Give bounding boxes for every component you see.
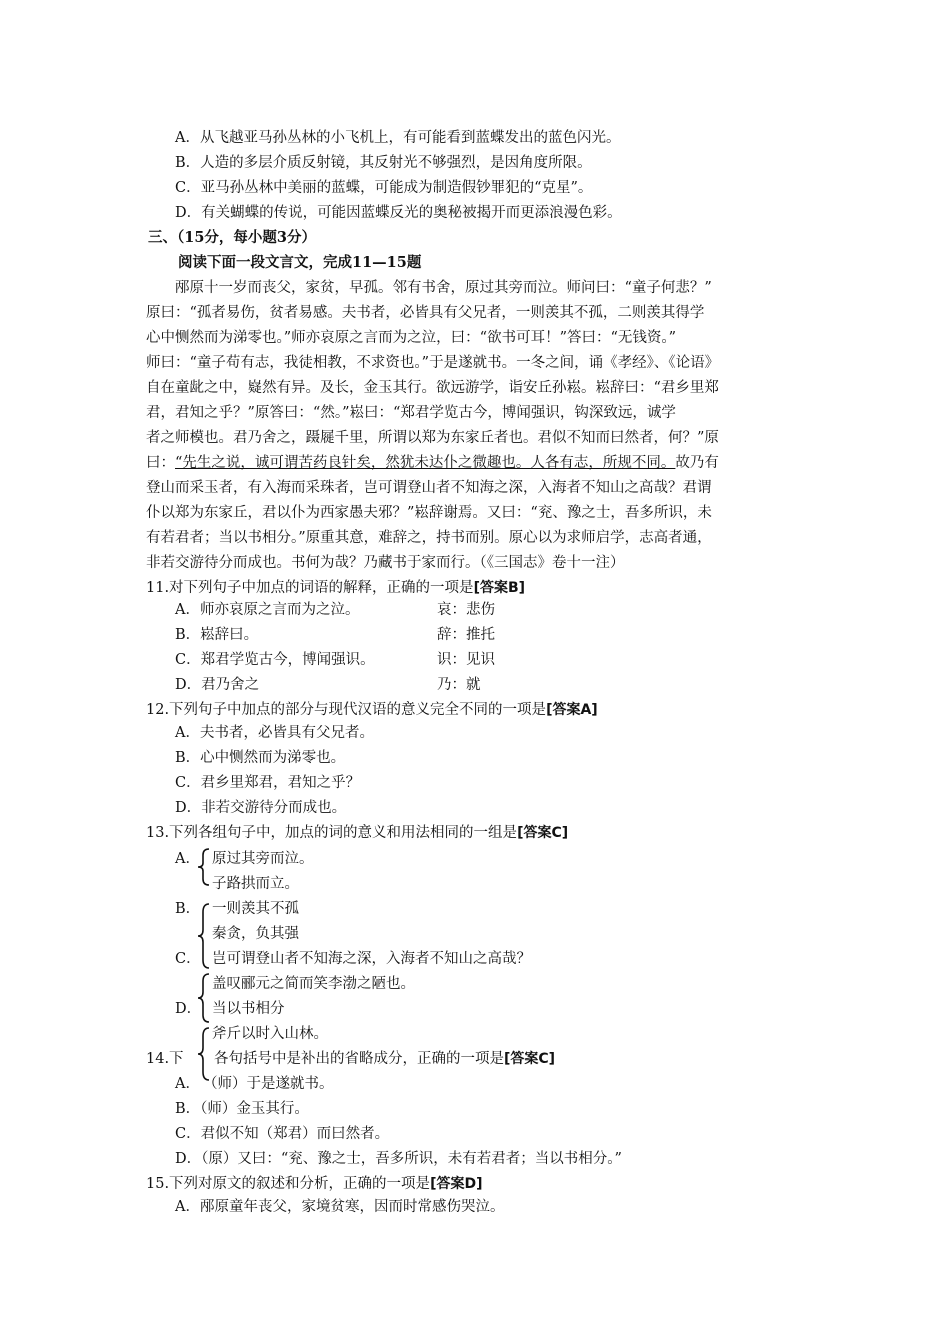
passage-line-8-prefix: 曰：: [146, 455, 175, 471]
q11-answer: [答案B]: [473, 580, 526, 596]
q13-c2: 盖叹郦元之简而笑李渤之陋也。: [212, 976, 415, 992]
q13-c1: 岂可谓登山者不知海之深，入海者不知山之高哉？: [212, 951, 531, 967]
q11-gloss-b: 辞：推托: [437, 627, 495, 643]
q15-option-a: A．邴原童年丧父，家境贫寒，因而时常感伤哭泣。: [175, 1199, 505, 1215]
q13-b2: 秦贪，负其强: [212, 926, 299, 942]
q14-stem-text: 各句括号中是补出的省略成分，正确的一项是: [214, 1051, 504, 1067]
q11-option-d: D．君乃舍之: [175, 677, 260, 693]
q15-stem-text: 15.下列对原文的叙述和分析，正确的一项是: [146, 1176, 431, 1192]
q13-label-d: D．: [175, 1001, 202, 1017]
q12-option-b: B．心中恻然而为涕零也。: [175, 750, 346, 766]
underlined-quote: “先生之说，诚可谓苦药良针矣，然犹未达仆之微趣也。人各有志，所规不同。: [175, 455, 676, 471]
q12-option-d: D．非若交游待分而成也。: [175, 800, 347, 816]
passage-line-8-suffix: 故乃有: [675, 455, 719, 471]
brace-d-icon: [196, 972, 212, 1024]
q14-answer: [答案C]: [504, 1051, 556, 1067]
passage-line-5: 自在童龀之中，嶷然有异。及长，金玉其行。欲远游学，诣安丘孙崧。崧辞曰：“君乡里郑: [146, 380, 719, 396]
q14-option-b: B．（师）金玉其行。: [175, 1101, 309, 1117]
q13-stem: [146, 823, 568, 843]
passage-line-6: 君，君知之乎？”原答曰：“然。”崧曰：“郑君学览古今，博闻强识，钩深致远，诚学: [146, 405, 676, 421]
brace-b-icon: [196, 902, 212, 970]
q11-gloss-c: 识：见识: [437, 652, 495, 668]
passage-line-3: 心中恻然而为涕零也。”师亦哀原之言而为之泣，曰：“欲书可耳！”答曰：“无钱资。”: [146, 330, 677, 346]
q13-d2: 斧斤以时入山林。: [212, 1026, 328, 1042]
q11-gloss-d: 乃：就: [437, 677, 481, 693]
passage-line-2: 原曰：“孤者易伤，贫者易感。夫书者，必皆具有父兄者，一则羡其不孤，二则羡其得学: [146, 305, 705, 321]
q12-answer: [答案A]: [546, 702, 598, 718]
q13-label-c: C．: [175, 951, 201, 967]
q11-option-c: C．郑君学览古今，博闻强识。: [175, 652, 375, 668]
passage-line-7: 者之师模也。君乃舍之，蹑屣千里，所谓以郑为东家丘者也。君似不知而曰然者，何？”原: [146, 430, 719, 446]
passage-line-10: 仆以郑为东家丘，君以仆为西家愚夫邪？”崧辞谢焉。又曰：“兖、豫之士，吾多所识，未: [146, 505, 712, 521]
passage-line-8: [146, 453, 719, 473]
q11-option-a: A．师亦哀原之言而为之泣。: [175, 602, 360, 618]
prev-option-c: C．亚马孙丛林中美丽的蓝蝶，可能成为制造假钞罪犯的“克星”。: [175, 180, 593, 196]
prev-option-b: B．人造的多层介质反射镜，其反射光不够强烈，是因角度所限。: [175, 155, 592, 171]
q12-stem: [146, 700, 598, 720]
q12-stem-text: 12.下列句子中加点的部分与现代汉语的意义完全不同的一项是: [146, 702, 547, 718]
q13-label-b: B．: [175, 901, 201, 917]
q12-option-a: A．夫书者，必皆具有父兄者。: [175, 725, 374, 741]
q14-option-a: （师）于是遂就书。: [203, 1076, 334, 1092]
prev-option-a: A．从飞越亚马孙丛林的小飞机上，有可能看到蓝蝶发出的蓝色闪光。: [175, 130, 621, 146]
passage-line-1: 邴原十一岁而丧父，家贫，早孤。邻有书舍，原过其旁而泣。师问曰：“童子何悲？”: [175, 280, 712, 296]
q14-option-c: C．君似不知（郑君）而曰然者。: [175, 1126, 390, 1142]
passage-line-11: 有若君者；当以书相分。”原重其意，难辞之，持书而别。原心以为求师启学，志高者通，: [146, 530, 712, 546]
passage-line-9: 登山而采玉者，有入海而采珠者，岂可谓登山者不知海之深，入海者不知山之高哉？君谓: [146, 480, 712, 496]
prev-option-d: D．有关蝴蝶的传说，可能因蓝蝶反光的奥秘被揭开而更添浪漫色彩。: [175, 205, 622, 221]
passage-line-12: 非若交游待分而成也。书何为哉？乃藏书于家而行。（《三国志》卷十一注）: [146, 555, 625, 571]
q14-stem-start: 14.下: [146, 1051, 184, 1067]
q13-d1: 当以书相分: [212, 1001, 285, 1017]
q13-a1: 原过其旁而泣。: [212, 851, 314, 867]
q14-stem: [214, 1049, 555, 1069]
q11-stem: [146, 578, 525, 598]
q15-stem: [146, 1174, 482, 1194]
q12-option-c: C．君乡里郑君，君知之乎？: [175, 775, 361, 791]
q11-gloss-a: 哀：悲伤: [437, 602, 495, 618]
q11-option-b: B．崧辞曰。: [175, 627, 259, 643]
section-heading: 三、（15分，每小题3分）: [148, 229, 317, 246]
passage-line-4: 师曰：“童子苟有志，我徒相教，不求资也。”于是遂就书。一冬之间，诵《孝经》、《论语》: [146, 355, 720, 371]
q13-answer: [答案C]: [517, 825, 569, 841]
q13-label-a: A．: [175, 851, 200, 867]
q14-label-a: A．: [175, 1076, 200, 1092]
q15-answer: [答案D]: [430, 1176, 483, 1192]
brace-a-icon: [196, 847, 212, 887]
q14-option-d: D．（原）又曰：“兖、豫之士，吾多所识，未有若君者；当以书相分。”: [175, 1151, 622, 1167]
q13-b1: 一则羡其不孤: [212, 901, 299, 917]
q13-stem-text: 13.下列各组句子中，加点的词的意义和用法相同的一组是: [146, 825, 518, 841]
section-instruction: 阅读下面一段文言文，完成11—15题: [178, 254, 422, 271]
q11-stem-text: 11.对下列句子中加点的词语的解释，正确的一项是: [146, 580, 474, 596]
q13-a2: 子路拱而立。: [212, 876, 299, 892]
